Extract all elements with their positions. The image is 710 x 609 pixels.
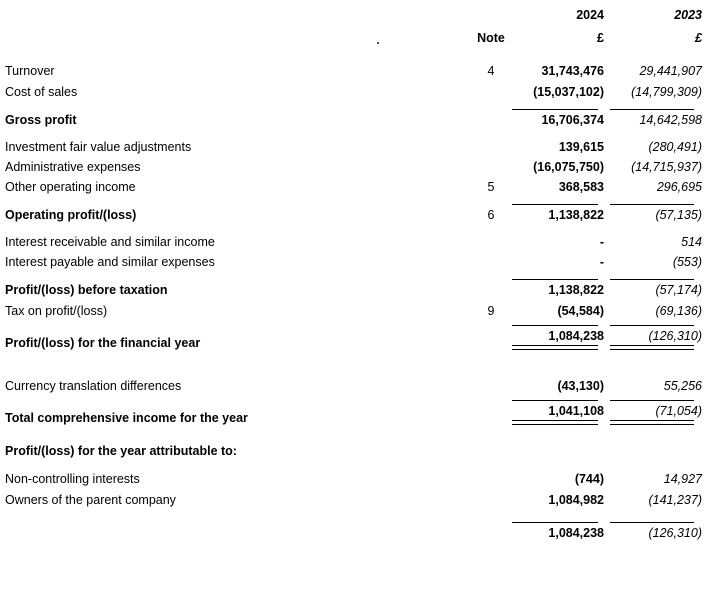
row-value-2024	[512, 400, 610, 425]
row-value-2024-text: 1,138,822	[548, 283, 604, 297]
row-value-2023: (553)	[672, 255, 702, 269]
row-value-2024: 139,615	[558, 140, 604, 154]
row-value-2024: (43,130)	[557, 379, 604, 393]
row-value-2024	[512, 437, 610, 458]
total-rule-top	[512, 400, 598, 401]
row-value-2023: 55,256	[663, 379, 702, 393]
table-row	[0, 249, 710, 269]
row-value-2023-text: (71,054)	[655, 404, 702, 418]
row-note	[470, 437, 512, 458]
table-row	[0, 372, 710, 393]
row-value-2024: (15,037,102)	[533, 85, 604, 99]
row-note	[470, 372, 512, 393]
table-row	[0, 297, 710, 318]
table-row-total	[0, 519, 710, 540]
row-value-2023	[610, 519, 710, 540]
table-header-currency	[0, 22, 710, 45]
row-label: Total comprehensive income for the year	[5, 411, 248, 425]
row-value-2024: 31,743,476	[541, 64, 604, 78]
spacer-row	[0, 458, 710, 465]
table-section-heading	[0, 437, 710, 458]
subtotal-rule	[512, 109, 598, 110]
row-label: Investment fair value adjustments	[5, 140, 192, 154]
row-value-2023: (69,136)	[655, 304, 702, 318]
row-value-2023-text: 14,642,598	[639, 113, 702, 127]
row-label: Interest receivable and similar income	[5, 235, 215, 249]
total-rule-top	[610, 522, 694, 523]
row-label: Turnover	[5, 64, 55, 78]
table-row	[0, 134, 710, 154]
row-note	[470, 465, 512, 486]
table-row-total	[0, 400, 710, 425]
row-label: Operating profit/(loss)	[5, 208, 137, 222]
row-note	[470, 106, 512, 127]
row-value-2024	[512, 106, 610, 127]
row-value-2023	[610, 276, 710, 297]
row-value-2023: (141,237)	[648, 493, 702, 507]
row-note: 9	[487, 304, 495, 318]
spacer-row	[0, 393, 710, 400]
row-note: 6	[487, 208, 495, 222]
row-label	[0, 519, 470, 540]
row-label: Profit/(loss) for the financial year	[5, 336, 201, 350]
subtotal-rule	[512, 279, 598, 280]
row-value-2024: 1,084,982	[548, 493, 604, 507]
row-label: Other operating income	[5, 180, 136, 194]
row-value-2023-text: (126,310)	[648, 526, 702, 540]
row-value-2024: (54,584)	[557, 304, 604, 318]
header-currency-2024: £	[597, 31, 604, 45]
row-value-2024	[512, 325, 610, 350]
table-row	[0, 229, 710, 249]
header-currency-2023: £	[695, 31, 702, 45]
row-value-2023	[610, 201, 710, 222]
row-value-2023	[610, 437, 710, 458]
table-row-subtotal	[0, 276, 710, 297]
row-value-2023: (14,799,309)	[631, 85, 702, 99]
row-note	[470, 400, 512, 425]
row-value-2023: 514	[681, 235, 702, 249]
spacer-row	[0, 425, 710, 437]
spacer-row	[0, 45, 710, 57]
header-year-2023: 2023	[674, 8, 702, 22]
row-value-2023: (280,491)	[648, 140, 702, 154]
row-value-2024: -	[599, 235, 604, 249]
total-rule-top	[610, 325, 694, 326]
table-row	[0, 57, 710, 78]
row-value-2023	[610, 106, 710, 127]
row-value-2024-text: 16,706,374	[541, 113, 604, 127]
row-label: Owners of the parent company	[5, 493, 176, 507]
row-value-2023: 296,695	[656, 180, 702, 194]
table-row	[0, 174, 710, 194]
table-header-years	[0, 0, 710, 22]
row-label: Profit/(loss) before taxation	[5, 283, 168, 297]
spacer-row	[0, 127, 710, 134]
row-value-2024	[512, 201, 610, 222]
spacer-row	[0, 99, 710, 106]
row-label: Tax on profit/(loss)	[5, 304, 108, 318]
table-row	[0, 154, 710, 174]
subtotal-rule	[512, 204, 598, 205]
subtotal-rule	[610, 204, 694, 205]
row-value-2024-text: 1,084,238	[548, 329, 604, 343]
header-year-2024: 2024	[576, 8, 604, 22]
total-rule-top	[512, 522, 598, 523]
row-value-2023-text: (126,310)	[648, 329, 702, 343]
row-note	[470, 229, 512, 249]
row-label: Non-controlling interests	[5, 472, 140, 486]
spacer-row	[0, 194, 710, 201]
subtotal-rule	[610, 279, 694, 280]
row-value-2024: 368,583	[558, 180, 604, 194]
row-value-2023	[610, 325, 710, 350]
row-value-2023: 29,441,907	[639, 64, 702, 78]
row-note: 5	[487, 180, 495, 194]
header-note-label: Note	[477, 31, 505, 45]
row-value-2024-text: 1,041,108	[548, 404, 604, 418]
row-label: Cost of sales	[5, 85, 78, 99]
table-row	[0, 465, 710, 486]
row-label: Profit/(loss) for the year attributable to:	[5, 444, 237, 458]
row-note	[470, 134, 512, 154]
page-artifact-dot	[377, 42, 379, 44]
row-value-2023	[610, 400, 710, 425]
spacer-row	[0, 350, 710, 372]
row-value-2024: (744)	[574, 472, 604, 486]
subtotal-rule	[610, 109, 694, 110]
row-value-2024-text: 1,084,238	[548, 526, 604, 540]
table-row	[0, 486, 710, 507]
row-note	[470, 154, 512, 174]
spacer-row	[0, 222, 710, 229]
row-note	[470, 519, 512, 540]
spacer-row	[0, 269, 710, 276]
spacer-row	[0, 318, 710, 325]
row-label: Administrative expenses	[5, 160, 141, 174]
row-value-2024: -	[599, 255, 604, 269]
table-row-subtotal	[0, 106, 710, 127]
row-value-2024-text: 1,138,822	[548, 208, 604, 222]
row-note	[470, 486, 512, 507]
table-row-subtotal	[0, 201, 710, 222]
row-note	[470, 325, 512, 350]
header-blank-2	[0, 22, 470, 45]
row-label: Gross profit	[5, 113, 77, 127]
row-note: 4	[487, 64, 495, 78]
row-value-2024	[512, 519, 610, 540]
header-blank	[0, 0, 470, 22]
row-note	[470, 276, 512, 297]
row-value-2023-text: (57,135)	[655, 208, 702, 222]
table-row	[0, 78, 710, 99]
row-value-2024	[512, 276, 610, 297]
row-value-2023: 14,927	[663, 472, 702, 486]
header-note-blank	[470, 0, 512, 22]
row-value-2023: (14,715,937)	[631, 160, 702, 174]
row-value-2024: (16,075,750)	[533, 160, 604, 174]
spacer-row	[0, 507, 710, 519]
total-rule-top	[512, 325, 598, 326]
row-label: Currency translation differences	[5, 379, 182, 393]
row-label: Interest payable and similar expenses	[5, 255, 215, 269]
total-rule-top	[610, 400, 694, 401]
row-value-2023-text: (57,174)	[655, 283, 702, 297]
row-note	[470, 78, 512, 99]
row-note	[470, 249, 512, 269]
table-row-total	[0, 325, 710, 350]
